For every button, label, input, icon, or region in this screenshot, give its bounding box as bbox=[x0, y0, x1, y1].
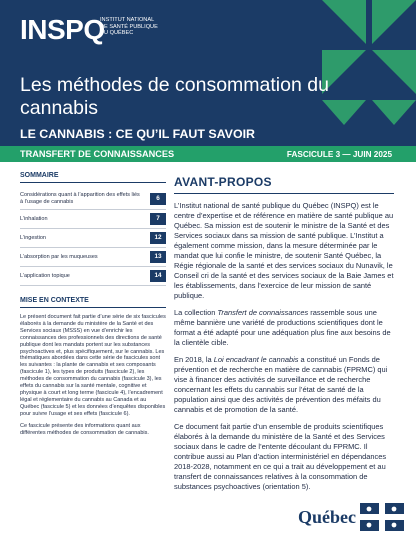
toc-label: Considérations quant à l’apparition des effets liés à l’usage de cannabis bbox=[20, 192, 140, 205]
foreword-paragraph bbox=[174, 308, 394, 348]
text-run: La collection bbox=[174, 308, 218, 317]
toc-label: L’application topique bbox=[20, 272, 70, 279]
text-run: a constitué un Fonds de prévention et de recherche en matière de cannabis (FPRMC) qui vise à financer des activités de surveillance et de recherche concernant les effets du cannabis sur l’état de santé de la population ainsi que des activités de prévention des méfaits du cannabis et de promotion de la santé. bbox=[174, 355, 388, 414]
collection-name-italic: Transfert de connaissances bbox=[217, 308, 309, 317]
page-title: Les méthodes de consommation du cannabis bbox=[20, 74, 329, 119]
fleur-de-lys-flag-icon bbox=[360, 503, 404, 531]
toc-item[interactable] bbox=[20, 210, 166, 229]
toc-item[interactable] bbox=[20, 267, 166, 286]
foreword-title: AVANT-PROPOS bbox=[174, 175, 394, 194]
toc-label: L’ingestion bbox=[20, 234, 46, 241]
context-paragraph: Le présent document fait partie d’une série de six fascicules élaborés à la demande du ministère de la Santé et des Services sociaux (MSSS) en vue d’enrichir les connaissances des professionnels des directions de santé publique dont les mandats portent sur les substances psychoactives et, plus spécifiquement, sur le cannabis. Les thématiques abordées dans cette série de fascicules sont les suivantes : la plante de cannabis et ses composants (fascicule 1), les types de produits (fascicule 2), les méthodes de consommation du cannabis (fascicule 3), les effets du cannabis sur la santé mentale, cognitive et physique à court et long terme (fascicule 4), l’encadrement légal et réglementaire du cannabis au Canada et au Québec (fascicule 5) et les données d’enquêtes disponibles pour suivre l’usage et ses effets (fascicule 6). bbox=[20, 314, 166, 417]
foreword-paragraph bbox=[174, 355, 394, 415]
sommaire-title: SOMMAIRE bbox=[20, 172, 166, 183]
toc-item[interactable] bbox=[20, 248, 166, 267]
inspq-logo: INSPQ bbox=[20, 14, 105, 45]
foreword-paragraph: Ce document fait partie d’un ensemble de produits scientifiques élaborés à la demande du ministère de la Santé et des Services sociaux dans le cadre de l’entente découlant du FPRMC. Il contribue aussi au Plan d’action interministériel en dépendances 2018-2028, notamment en ce qui a trait au développement et au transfert de connaissances relatives à la consommation de substances psychoactives (orientation 5). bbox=[174, 422, 387, 491]
issue-info: FASCICULE 3 — JUIN 2025 bbox=[286, 150, 392, 159]
toc-page-number: 14 bbox=[150, 270, 166, 282]
toc-page-number: 6 bbox=[150, 193, 166, 205]
toc-item[interactable] bbox=[20, 189, 166, 210]
context-title: MISE EN CONTEXTE bbox=[20, 297, 166, 308]
quebec-logo bbox=[298, 503, 404, 531]
text-run: En 2018, la bbox=[174, 355, 214, 364]
law-name-italic: Loi encadrant le cannabis bbox=[213, 355, 299, 364]
toc-page-number: 7 bbox=[150, 213, 166, 225]
cover-header bbox=[0, 0, 416, 146]
series-subtitle: LE CANNABIS : CE QU’IL FAUT SAVOIR bbox=[20, 127, 255, 141]
toc-page-number: 13 bbox=[150, 251, 166, 263]
context-paragraph: Ce fascicule présente des informations quant aux différentes méthodes de consommation de cannabis. bbox=[20, 422, 149, 436]
left-column bbox=[20, 172, 166, 441]
quebec-wordmark: Québec bbox=[298, 506, 356, 527]
toc-page-number: 12 bbox=[150, 232, 166, 244]
toc-label: L’absorption par les muqueuses bbox=[20, 253, 98, 260]
institute-line: INSTITUT NATIONAL bbox=[100, 17, 155, 23]
collection-name: TRANSFERT DE CONNAISSANCES bbox=[20, 149, 175, 159]
toc-label: L’inhalation bbox=[20, 215, 48, 222]
toc-item[interactable] bbox=[20, 229, 166, 248]
institute-name bbox=[100, 17, 180, 37]
institute-line: DE SANTÉ PUBLIQUE bbox=[100, 23, 158, 30]
institute-line: DU QUÉBEC bbox=[100, 30, 134, 37]
right-column bbox=[174, 175, 394, 499]
foreword-paragraph: L’Institut national de santé publique du Québec (INSPQ) est le centre d’expertise et de référence en matière de santé publique au Québec. Sa mission est de soutenir le ministre de la Santé et des Services sociaux dans sa mission de santé publique. L’Institut a également comme mission, dans la mesure déterminée par le mandat que lui confie le ministre, de soutenir Santé Québec, la Régie régionale de la santé et des services sociaux du Nunavik, le Conseil cri de la santé et des services sociaux de la Baie James et les établissements, dans l’exercice de leur mission de santé publique. bbox=[174, 201, 394, 300]
text-run: rassemble sous une même bannière une variété de productions scientifiques dont le format a été adapté pour une adéquation plus fine aux besoins de la clientèle cible. bbox=[174, 308, 391, 347]
